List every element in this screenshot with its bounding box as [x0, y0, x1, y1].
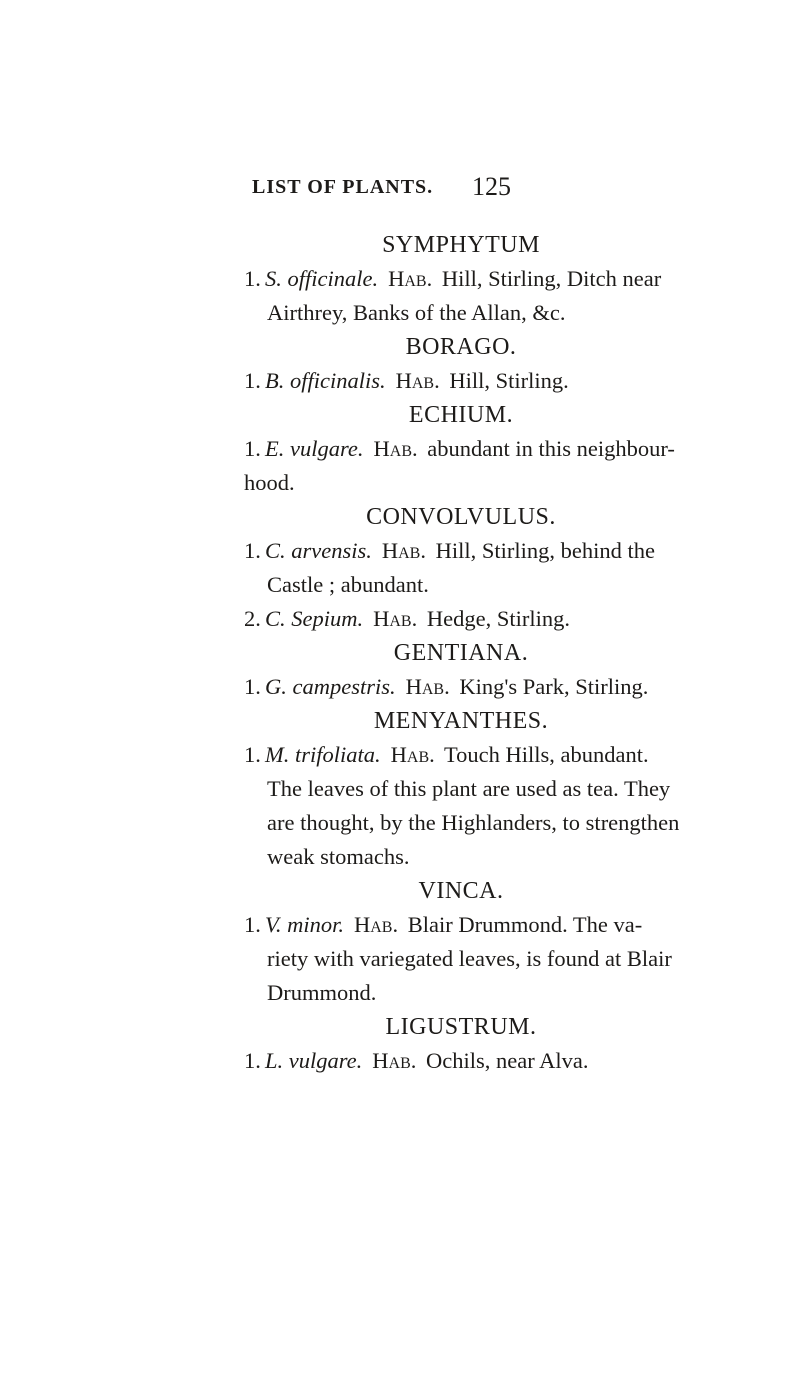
species-entry-symphytum-officinale: [244, 262, 664, 330]
entry-number: 1.: [244, 742, 261, 767]
entry-number: 1.: [244, 538, 261, 563]
entry-line: [244, 1044, 664, 1078]
entry-number: 1.: [244, 368, 261, 393]
habitat-label: Hab.: [373, 436, 418, 461]
species-name: E. vulgare.: [265, 436, 364, 461]
genus-heading-menyanthes: MENYANTHES.: [373, 708, 549, 734]
entry-continuation: Castle ; abundant.: [267, 572, 429, 597]
habitat-text: Hill, Stirling.: [449, 368, 569, 393]
species-entry-echium-vulgare: [244, 432, 675, 500]
habitat-label: Hab.: [390, 742, 435, 767]
habitat-text: Ochils, near Alva.: [426, 1048, 589, 1073]
genus-heading-borago: BORAGO.: [405, 334, 517, 360]
entry-number: 1.: [244, 266, 261, 291]
entry-line: [244, 432, 675, 466]
species-name: L. vulgare.: [265, 1048, 363, 1073]
entry-line: [244, 602, 664, 636]
habitat-label: Hab.: [373, 606, 418, 631]
species-name: C. Sepium.: [265, 606, 364, 631]
entry-continuation: Airthrey, Banks of the Allan, &c.: [267, 300, 566, 325]
genus-heading-vinca: VINCA.: [418, 878, 504, 904]
entry-line: [244, 262, 664, 296]
entry-number: 1.: [244, 1048, 261, 1073]
species-name: S. officinale.: [265, 266, 379, 291]
species-entry-ligustrum-vulgare: [244, 1044, 664, 1078]
habitat-label: Hab.: [381, 538, 426, 563]
species-name: B. officinalis.: [265, 368, 386, 393]
genus-heading-ligustrum: LIGUSTRUM.: [385, 1014, 537, 1040]
species-entry-vinca-minor: [244, 908, 672, 1010]
species-name: C. arvensis.: [265, 538, 372, 563]
entry-continuation: are thought, by the Highlanders, to strengthen: [267, 810, 680, 835]
species-entry-borago-officinalis: [244, 364, 664, 398]
entry-number: 1.: [244, 912, 261, 937]
entry-continuation: The leaves of this plant are used as tea. They: [267, 776, 671, 801]
page-number: 125: [472, 172, 511, 201]
entry-continuation: weak stomachs.: [267, 844, 410, 869]
habitat-label: Hab.: [388, 266, 433, 291]
habitat-text: King's Park, Stirling.: [459, 674, 649, 699]
entry-line: [244, 364, 664, 398]
species-entry-menyanthes-trifoliata: [244, 738, 680, 874]
species-name: G. campestris.: [265, 674, 396, 699]
species-name: V. minor.: [265, 912, 344, 937]
species-entry-gentiana-campestris: [244, 670, 664, 704]
habitat-text: Hill, Stirling, behind the: [435, 538, 655, 563]
genus-heading-convolvulus: CONVOLVULUS.: [366, 504, 556, 530]
habitat-text: Hill, Stirling, Ditch near: [441, 266, 662, 291]
habitat-text: Hedge, Stirling.: [426, 606, 570, 631]
entry-number: 2.: [244, 606, 261, 631]
entry-line: [244, 670, 664, 704]
habitat-label: Hab.: [353, 912, 399, 937]
running-title: LIST OF PLANTS.: [252, 176, 434, 198]
entry-line: [244, 534, 664, 568]
habitat-label: Hab.: [395, 368, 440, 393]
running-head: [0, 172, 800, 206]
entry-line: [244, 738, 664, 772]
entry-continuation: riety with variegated leaves, is found at Blair: [267, 946, 672, 971]
entry-number: 1.: [244, 436, 261, 461]
entry-continuation: Drummond.: [267, 980, 377, 1005]
habitat-text: Touch Hills, abundant.: [443, 742, 649, 767]
plant-list: [244, 228, 680, 1078]
species-entry-convolvulus-arvensis: [244, 534, 664, 602]
habitat-label: Hab.: [372, 1048, 417, 1073]
habitat-label: Hab.: [405, 674, 450, 699]
entry-continuation: hood.: [244, 470, 295, 495]
species-entry-convolvulus-sepium: [244, 602, 664, 636]
entry-line: [244, 908, 664, 942]
entry-number: 1.: [244, 674, 261, 699]
genus-heading-echium: ECHIUM.: [408, 402, 514, 428]
genus-heading-gentiana: GENTIANA.: [393, 640, 529, 666]
genus-heading-symphytum: SYMPHYTUM: [382, 232, 540, 258]
habitat-text: Blair Drummond. The va-: [407, 912, 643, 937]
species-name: M. trifoliata.: [265, 742, 381, 767]
habitat-text: abundant in this neighbour-: [427, 436, 675, 461]
